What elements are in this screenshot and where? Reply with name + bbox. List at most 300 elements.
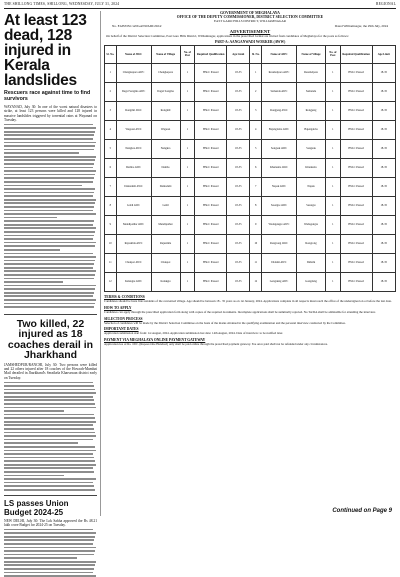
table-cell: Kharkutta — [296, 158, 325, 177]
text-line — [4, 170, 96, 172]
text-line — [4, 195, 93, 197]
table-cell: 18-35 — [372, 63, 395, 82]
table-cell: Rajasimla AWC — [116, 234, 151, 253]
terms-text: Candidates should be bona fide residents of the concerned village. Age should be between 18 - 35 years as on 1st January, 2024. Applications complete in all respects must reach the office of the undersigned on or before the last date. — [104, 298, 392, 303]
text-line — [4, 382, 93, 384]
table-header-cell: Name of AWC — [262, 45, 297, 63]
main-headline: At least 123 dead, 128 injured in Kerala landslides — [4, 12, 87, 89]
table-cell: 1 — [326, 196, 341, 215]
terms-title: TERMS & CONDITIONS — [104, 294, 145, 299]
table-cell: 1 — [180, 253, 195, 272]
table-header-cell: Name of Village — [296, 45, 325, 63]
story2-dateline: JAMSHEDPUR/RANCHI, July 30: Two persons were killed and 22 others injured after 18 coaches of the Howrah-Mumbai Mail derailed in Jharkhand's Seraikela Kharsawan district early on Tuesday. — [4, 362, 97, 380]
text-line — [4, 295, 93, 297]
text-line — [4, 424, 93, 426]
table-cell: HSLC Passed — [340, 272, 372, 291]
table-cell: 18-35 — [227, 215, 250, 234]
table-header-cell: Sl. No. — [105, 45, 117, 63]
text-line — [4, 202, 95, 204]
table-cell: HSLC Passed — [340, 120, 372, 139]
table-row — [105, 139, 396, 158]
text-line — [4, 439, 93, 441]
text-line — [4, 543, 93, 545]
table-cell: Nengkra AWC — [116, 139, 151, 158]
table-cell: 11 — [250, 253, 262, 272]
table-cell: HSLC Passed — [195, 139, 227, 158]
text-line — [4, 124, 93, 126]
main-story-body — [4, 124, 97, 308]
table-cell: HSLC Passed — [195, 63, 227, 82]
table-cell: HSLC Passed — [340, 63, 372, 82]
text-line — [4, 568, 94, 570]
table-cell: 1 — [326, 272, 341, 291]
table-cell: 1 — [180, 120, 195, 139]
table-cell: HSLC Passed — [340, 196, 372, 215]
table-cell: Samanda — [296, 82, 325, 101]
text-line — [4, 127, 96, 129]
table-cell: HSLC Passed — [340, 139, 372, 158]
text-line — [4, 432, 95, 434]
table-cell: 18-35 — [372, 139, 395, 158]
table-header-cell: Required Qualification — [195, 45, 227, 63]
selection-text: Selection of candidates will be made by the District Selection Committee on the basis of the marks obtained in the qualifying examination and the personal interview conducted by the Committee. — [104, 320, 346, 325]
table-row — [105, 253, 396, 272]
table-cell: 7 — [105, 177, 117, 196]
table-cell: 1 — [180, 177, 195, 196]
ad-office-address: EAST GARO HILLS DISTRICT, WILLIAMNAGAR — [214, 19, 286, 23]
table-cell: Chokpot — [151, 253, 180, 272]
text-line — [4, 303, 95, 305]
text-line — [4, 213, 96, 215]
table-cell: Kharkutta AWC — [262, 158, 297, 177]
table-cell: 1 — [326, 158, 341, 177]
text-line — [4, 564, 95, 566]
table-cell: 18-35 — [372, 82, 395, 101]
table-cell: 12 — [105, 272, 117, 291]
table-cell: 1 — [326, 120, 341, 139]
table-cell: Kalakgre AWC — [116, 272, 151, 291]
text-line — [4, 131, 95, 133]
text-line — [4, 242, 96, 244]
fee-text: Application fee of Rs. 100/- (Rupees One Hundred) only shall be paid online through the prescribed payment gateway. Fee once paid shall not be refunded under any circumstances. — [104, 342, 328, 347]
text-line — [4, 174, 95, 176]
table-row — [105, 272, 396, 291]
table-header-cell: No. of Post — [326, 45, 341, 63]
table-row — [105, 101, 396, 120]
table-cell: 8 — [250, 196, 262, 215]
table-cell: HSLC Passed — [195, 82, 227, 101]
table-cell: 18-35 — [227, 196, 250, 215]
table-cell: Rongmil AWC — [116, 101, 151, 120]
text-line — [4, 149, 94, 151]
table-cell: 10 — [105, 234, 117, 253]
table-header-cell: Name of AWC — [116, 45, 151, 63]
table-row — [105, 158, 396, 177]
text-line — [4, 210, 93, 212]
table-cell: 2 — [105, 82, 117, 101]
table-cell: HSLC Passed — [340, 101, 372, 120]
story3-dateline: NEW DELHI, July 30: The Lok Sabha approved the Rs 48.21 lakh crore Budget for 2024-25 on Tuesday. — [4, 518, 97, 527]
table-cell: 9 — [250, 215, 262, 234]
table-cell: HSLC Passed — [195, 196, 227, 215]
text-line — [4, 482, 93, 484]
table-cell: 18-35 — [372, 234, 395, 253]
table-cell: HSLC Passed — [195, 177, 227, 196]
table-cell: Samanda AWC — [262, 82, 297, 101]
text-line — [4, 557, 77, 559]
table-cell: 1 — [180, 196, 195, 215]
table-cell: 1 — [326, 139, 341, 158]
text-line — [4, 442, 78, 444]
text-line — [4, 281, 63, 283]
text-line — [4, 403, 95, 405]
text-line — [4, 417, 95, 419]
table-cell: HSLC Passed — [340, 177, 372, 196]
text-line — [4, 285, 96, 287]
table-cell: 1 — [180, 101, 195, 120]
table-cell: 6 — [250, 158, 262, 177]
text-line — [4, 231, 95, 233]
table-cell: Didami AWC — [262, 253, 297, 272]
text-line — [4, 550, 95, 552]
story3-body — [4, 529, 97, 577]
table-cell: Gongdeng AWC — [262, 272, 297, 291]
text-line — [4, 185, 82, 187]
how-to-apply-title: HOW TO APPLY — [104, 305, 132, 310]
vacancy-table — [104, 45, 396, 292]
table-cell: 1 — [326, 215, 341, 234]
table-header-cell: No. of Post — [180, 45, 195, 63]
table-cell: Gabil AWC — [116, 196, 151, 215]
ad-govt: GOVERNMENT OF MEGHALAYA — [220, 11, 280, 15]
table-cell: 18-35 — [372, 177, 395, 196]
table-cell: 18-35 — [227, 139, 250, 158]
table-cell: Didami — [296, 253, 325, 272]
text-line — [4, 485, 94, 487]
table-cell: Rongmil — [151, 101, 180, 120]
news-column — [4, 11, 101, 527]
table-header-cell: Sl. No. — [250, 45, 262, 63]
text-line — [4, 270, 96, 272]
text-line — [4, 435, 96, 437]
text-line — [4, 428, 94, 430]
table-cell: 1 — [326, 177, 341, 196]
table-cell: 7 — [250, 177, 262, 196]
text-line — [4, 192, 94, 194]
table-cell: Chengkapara — [151, 63, 180, 82]
text-line — [4, 220, 94, 222]
text-line — [4, 460, 95, 462]
text-line — [4, 414, 94, 416]
table-cell: 18-35 — [227, 253, 250, 272]
text-line — [4, 217, 57, 219]
table-cell: 1 — [250, 63, 262, 82]
text-line — [4, 152, 79, 154]
table-cell: 1 — [105, 63, 117, 82]
text-line — [4, 561, 96, 563]
table-cell: 1 — [180, 158, 195, 177]
table-cell: Mendipathar — [151, 215, 180, 234]
table-cell: HSLC Passed — [195, 215, 227, 234]
table-cell: 3 — [105, 101, 117, 120]
table-cell: Songsak — [296, 139, 325, 158]
table-cell: 18-35 — [372, 272, 395, 291]
table-cell: 18-35 — [372, 196, 395, 215]
table-cell: 1 — [180, 139, 195, 158]
table-cell: Kalakgre — [151, 272, 180, 291]
table-cell: HSLC Passed — [195, 120, 227, 139]
text-line — [4, 478, 96, 480]
text-line — [4, 536, 95, 538]
table-cell: 3 — [250, 101, 262, 120]
table-cell: Nengkra — [151, 139, 180, 158]
table-header-cell: Name of Village — [151, 45, 180, 63]
table-cell: 18-35 — [227, 272, 250, 291]
text-line — [4, 206, 94, 208]
table-cell: 1 — [326, 82, 341, 101]
table-cell: Napak AWC — [262, 177, 297, 196]
text-line — [4, 227, 96, 229]
dates-title: IMPORTANT DATES — [104, 327, 139, 332]
text-line — [4, 245, 95, 247]
table-cell: Resubelpara AWC — [262, 63, 297, 82]
text-line — [4, 142, 96, 144]
ad-title: ADVERTISEMENT — [229, 29, 271, 34]
table-body — [105, 63, 396, 291]
table-cell: 1 — [180, 215, 195, 234]
text-line — [4, 267, 93, 269]
text-line — [4, 450, 96, 452]
masthead-left: THE SHILLONG TIMES, SHILLONG, WEDNESDAY, JULY 31, 2024 — [4, 2, 120, 6]
table-cell: 4 — [105, 120, 117, 139]
text-line — [4, 260, 95, 262]
selection-title: SELECTION PROCESS — [104, 316, 143, 321]
story2-body — [4, 382, 97, 491]
text-line — [4, 385, 94, 387]
table-header-cell: Required Qualification — [340, 45, 372, 63]
table-cell: Mendipathar AWC — [116, 215, 151, 234]
table-cell: 1 — [326, 234, 341, 253]
text-line — [4, 306, 94, 308]
text-line — [4, 263, 94, 265]
story3-headline: LS passes Union Budget 2024-25 — [4, 495, 97, 517]
table-cell: Rongrong AWC — [262, 234, 297, 253]
text-line — [4, 278, 94, 280]
table-cell: HSLC Passed — [340, 253, 372, 272]
text-line — [4, 253, 93, 255]
table-cell: Bajengdoba AWC — [262, 120, 297, 139]
masthead — [4, 0, 396, 9]
text-line — [4, 156, 96, 158]
main-dateline: WAYANAD, July 30: In one of the worst natural disasters to strike, at least 123 persons were killed and 128 injured in massive landslides triggered by torrential rains at Wayanad on Tuesday. — [4, 105, 97, 122]
table-cell: Gabil — [151, 196, 180, 215]
table-cell: 6 — [105, 158, 117, 177]
table-cell: HSLC Passed — [340, 158, 372, 177]
table-row — [105, 196, 396, 215]
table-row — [105, 234, 396, 253]
table-cell: Chengkapara AWC — [116, 63, 151, 82]
table-header-row — [105, 45, 396, 63]
text-line — [4, 177, 94, 179]
text-line — [4, 467, 93, 469]
table-cell: 1 — [326, 253, 341, 272]
table-cell: Rongrong — [296, 234, 325, 253]
table-cell: 1 — [180, 63, 195, 82]
table-cell: 18-35 — [372, 158, 395, 177]
main-kicker: Rescuers race against time to find survivors — [4, 90, 91, 102]
table-cell: HSLC Passed — [340, 82, 372, 101]
table-cell: 18-35 — [227, 177, 250, 196]
table-cell: 10 — [250, 234, 262, 253]
table-cell: 18-35 — [372, 215, 395, 234]
text-line — [4, 547, 96, 549]
ad-part-a: PART-A: AANGANWADI WORKER (AWW) — [214, 39, 286, 44]
text-line — [4, 471, 94, 473]
ad-conditions — [104, 295, 396, 347]
text-line — [4, 299, 96, 301]
text-line — [4, 389, 95, 391]
text-line — [4, 188, 95, 190]
story2-headline: Two killed, 22 injured as 18 coaches derail in Jharkhand — [4, 314, 97, 361]
text-line — [4, 529, 93, 531]
text-line — [4, 249, 60, 251]
table-cell: Sasatgre — [296, 196, 325, 215]
text-line — [4, 532, 96, 534]
table-row — [105, 82, 396, 101]
table-cell: 1 — [180, 272, 195, 291]
text-line — [4, 399, 94, 401]
fee-title: PAYMENT VIA MEGHALAYA ONLINE PAYMENT GATEWAY — [104, 338, 206, 343]
table-cell: 18-35 — [227, 82, 250, 101]
table-cell: 2 — [250, 82, 262, 101]
table-row — [105, 63, 396, 82]
text-line — [4, 475, 64, 477]
table-cell: 18-35 — [227, 158, 250, 177]
advertisement — [101, 11, 396, 516]
text-line — [4, 392, 96, 394]
table-cell: 18-35 — [372, 120, 395, 139]
table-cell: HSLC Passed — [340, 215, 372, 234]
text-line — [4, 238, 93, 240]
ad-ref-no: No. EGH/DSC/ANGANWADI/2024/ — [112, 24, 162, 28]
table-cell: Gongdeng — [296, 272, 325, 291]
text-line — [4, 464, 96, 466]
table-cell: Wageasi — [151, 120, 180, 139]
text-line — [4, 489, 95, 491]
text-line — [4, 159, 95, 161]
text-line — [4, 554, 94, 556]
table-cell: Sasatgre AWC — [262, 196, 297, 215]
table-header-cell: Age Limit — [372, 45, 395, 63]
text-line — [4, 539, 94, 541]
table-cell: Dagal Songma AWC — [116, 82, 151, 101]
table-cell: Wadagokgre — [296, 215, 325, 234]
table-cell: Wadagokgre AWC — [262, 215, 297, 234]
ad-header — [104, 11, 396, 34]
text-line — [4, 407, 96, 409]
text-line — [4, 396, 93, 398]
table-cell: 18-35 — [372, 101, 395, 120]
table-cell: 18-35 — [227, 63, 250, 82]
table-cell: Resubelpara — [296, 63, 325, 82]
text-line — [4, 181, 93, 183]
how-to-apply-text: Candidates can apply through the prescribed application form along with copies of the required documents. Incomplete applications shall be summarily rejected. No TA/DA shall be admissible for attending the interview. — [104, 309, 376, 314]
table-row — [105, 177, 396, 196]
dates-text: Application submission start from: 1st August, 2024. Application submission last date: 14th August, 2024. Date of interview: to be notified later. — [104, 331, 283, 336]
table-cell: HSLC Passed — [195, 253, 227, 272]
table-cell: Rongjeng AWC — [262, 101, 297, 120]
table-cell: Rajasimla — [151, 234, 180, 253]
table-cell: 18-35 — [227, 101, 250, 120]
table-header-cell: Age Limit — [227, 45, 250, 63]
table-cell: 8 — [105, 196, 117, 215]
masthead-right: REGIONAL — [376, 2, 396, 6]
table-cell: 9 — [105, 215, 117, 234]
text-line — [4, 292, 94, 294]
text-line — [4, 457, 94, 459]
table-cell: Rongjeng — [296, 101, 325, 120]
ad-date: Dated Williamnagar, the 29th July, 2024 — [334, 24, 388, 28]
table-cell: Dagal Songma — [151, 82, 180, 101]
table-cell: 5 — [105, 139, 117, 158]
table-cell: 5 — [250, 139, 262, 158]
ad-office: OFFICE OF THE DEPUTY COMMISSIONER, DISTRICT SELECTION COMMITTEE — [176, 15, 324, 19]
table-cell: 1 — [180, 82, 195, 101]
text-line — [4, 199, 96, 201]
table-cell: Wageasi AWC — [116, 120, 151, 139]
table-cell: Songsak AWC — [262, 139, 297, 158]
continued-note: Continued on Page 9 — [332, 508, 392, 514]
text-line — [4, 138, 93, 140]
table-cell: Dambo — [151, 158, 180, 177]
table-cell: Dainadubi AWC — [116, 177, 151, 196]
table-row — [105, 215, 396, 234]
table-cell: HSLC Passed — [195, 272, 227, 291]
table-cell: Napak — [296, 177, 325, 196]
table-cell: 4 — [250, 120, 262, 139]
table-cell: 1 — [326, 63, 341, 82]
text-line — [4, 224, 93, 226]
text-line — [4, 167, 93, 169]
table-cell: Chokpot AWC — [116, 253, 151, 272]
text-line — [4, 410, 64, 412]
table-cell: 18-35 — [227, 120, 250, 139]
table-cell: HSLC Passed — [340, 234, 372, 253]
table-cell: HSLC Passed — [195, 234, 227, 253]
table-cell: Bajengdoba — [296, 120, 325, 139]
text-line — [4, 288, 95, 290]
text-line — [4, 163, 94, 165]
text-line — [4, 453, 93, 455]
text-line — [4, 274, 95, 276]
text-line — [4, 572, 93, 574]
text-line — [4, 256, 96, 258]
table-cell: 1 — [180, 234, 195, 253]
table-cell: Dambo AWC — [116, 158, 151, 177]
table-cell: 12 — [250, 272, 262, 291]
text-line — [4, 134, 94, 136]
table-cell: 18-35 — [372, 253, 395, 272]
text-line — [4, 235, 94, 237]
table-row — [105, 120, 396, 139]
table-cell: HSLC Passed — [195, 158, 227, 177]
text-line — [4, 145, 95, 147]
table-cell: Dainadubi — [151, 177, 180, 196]
text-line — [4, 446, 95, 448]
ad-intro: On behalf of the District Selection Committee, East Garo Hills District, Williamnagar, applications in the prescribed format are invited from candidates of Meghalaya for the posts as follows: — [106, 34, 349, 38]
table-cell: 11 — [105, 253, 117, 272]
text-line — [4, 421, 96, 423]
